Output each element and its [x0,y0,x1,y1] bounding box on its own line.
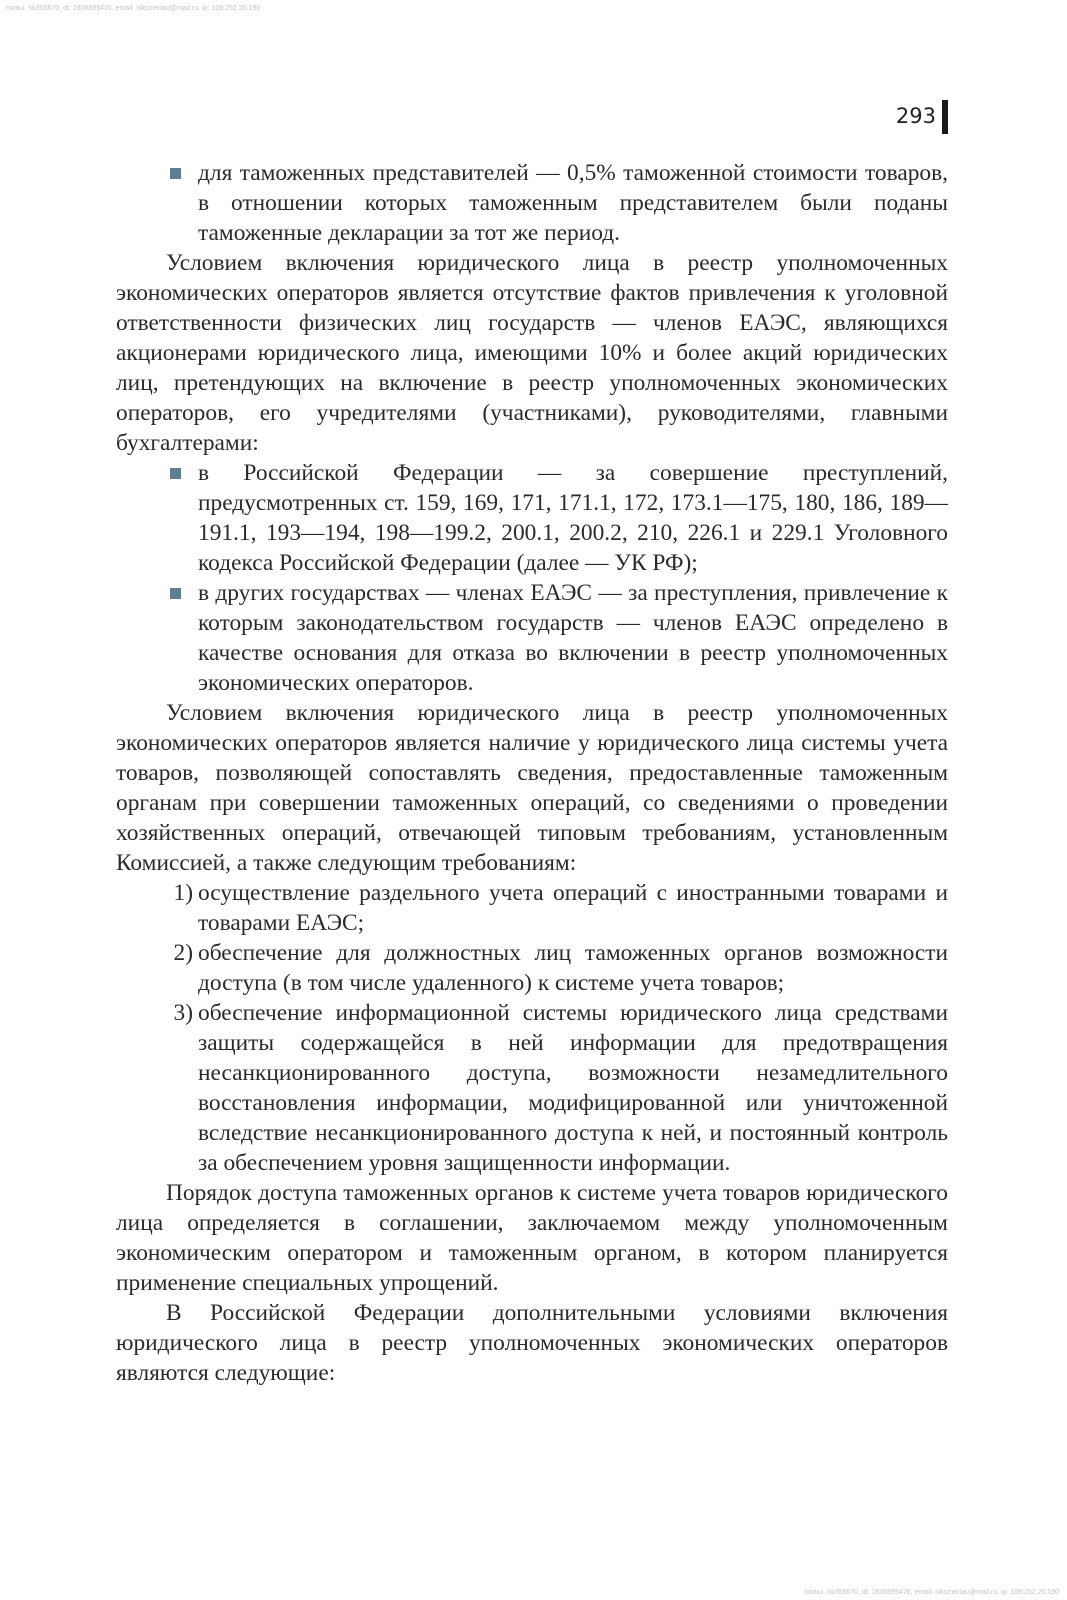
paragraph: Условием включения юридического лица в реестр уполномоченных экономических операторов является отсутствие фактов привлечения к уголовной ответственности физических лиц государств — членов ЕАЭС, являющихся акционерами юридического лица, имеющими 10% и более акций юридических лиц, претендующих на включение в реестр уполномоченных экономических операторов, его учредителями (участниками), руководителями, главными бухгалтерами: [116,250,948,456]
watermark-top: польз. №356670, dt: 1606899476, email: siksmertau@mail.ru, ip: 109.252.20.190 [6,5,261,12]
bullet-item [116,158,948,248]
page-number-bar [942,100,948,134]
bullet-item-text: в Российской Федерации — за совершение преступлений, предусмотренных ст. 159, 169, 171, 171.1, 172, 173.1—175, 180, 186, 189—191.1, 193—194, 198—199.2, 200.1, 200.2, 210, 226.1 и 229.1 Уголовного кодекса Российской Федерации (далее — УК РФ); [198,460,948,576]
numbered-item-text: осуществление раздельного учета операций с иностранными товарами и товарами ЕАЭС; [198,880,948,936]
square-bullet-icon [170,468,181,479]
item-number: 2) [173,940,193,966]
bullet-item [116,458,948,578]
page-body [116,158,948,1388]
numbered-item-text: обеспечение информационной системы юридического лица средствами защиты содержащейся в ней информации для предотвращения несанкционированного доступа, возможности незамедлительного восстановления информации, модифицированной или уничтоженной вследствие несанкционированного доступа к ней, и постоянный контроль за обеспечением уровня защищенности информации. [198,1000,948,1176]
numbered-item [116,938,948,998]
numbered-item-text: обеспечение для должностных лиц таможенных органов возможности доступа (в том числе удаленного) к системе учета товаров; [198,940,948,996]
paragraph: В Российской Федерации дополнительными условиями включения юридического лица в реестр уполномоченных экономических операторов являются следующие: [116,1300,948,1386]
square-bullet-icon [170,588,181,599]
watermark-bottom: польз. №356670, dt: 1606899476, email: siksmertau@mail.ru, ip: 109.252.20.190 [804,1589,1059,1596]
square-bullet-icon [170,168,181,179]
item-number: 3) [173,1000,193,1026]
bullet-item-text: для таможенных представителей — 0,5% таможенной стоимости товаров, в отношении которых таможенным представителем были поданы таможенные декларации за тот же период. [198,160,948,246]
paragraph: Условием включения юридического лица в реестр уполномоченных экономических операторов является наличие у юридического лица системы учета товаров, позволяющей сопоставлять сведения, предоставленные таможенным органам при совершении таможенных операций, со сведениями о проведении хозяйственных операций, отвечающей типовым требованиям, установленным Комиссией, а также следующим требованиям: [116,700,948,876]
bullet-item-text: в других государствах — членах ЕАЭС — за преступления, привлечение к которым законодательством государств — членов ЕАЭС определено в качестве основания для отказа во включении в реестр уполномоченных экономических операторов. [198,580,948,696]
page-number: 293 [895,104,936,128]
bullet-item [116,578,948,698]
paragraph: Порядок доступа таможенных органов к системе учета товаров юридического лица определяется в соглашении, заключаемом между уполномоченным экономическим оператором и таможенным органом, в котором планируется применение специальных упрощений. [116,1180,948,1296]
item-number: 1) [173,880,193,906]
numbered-item [116,998,948,1178]
numbered-item [116,878,948,938]
